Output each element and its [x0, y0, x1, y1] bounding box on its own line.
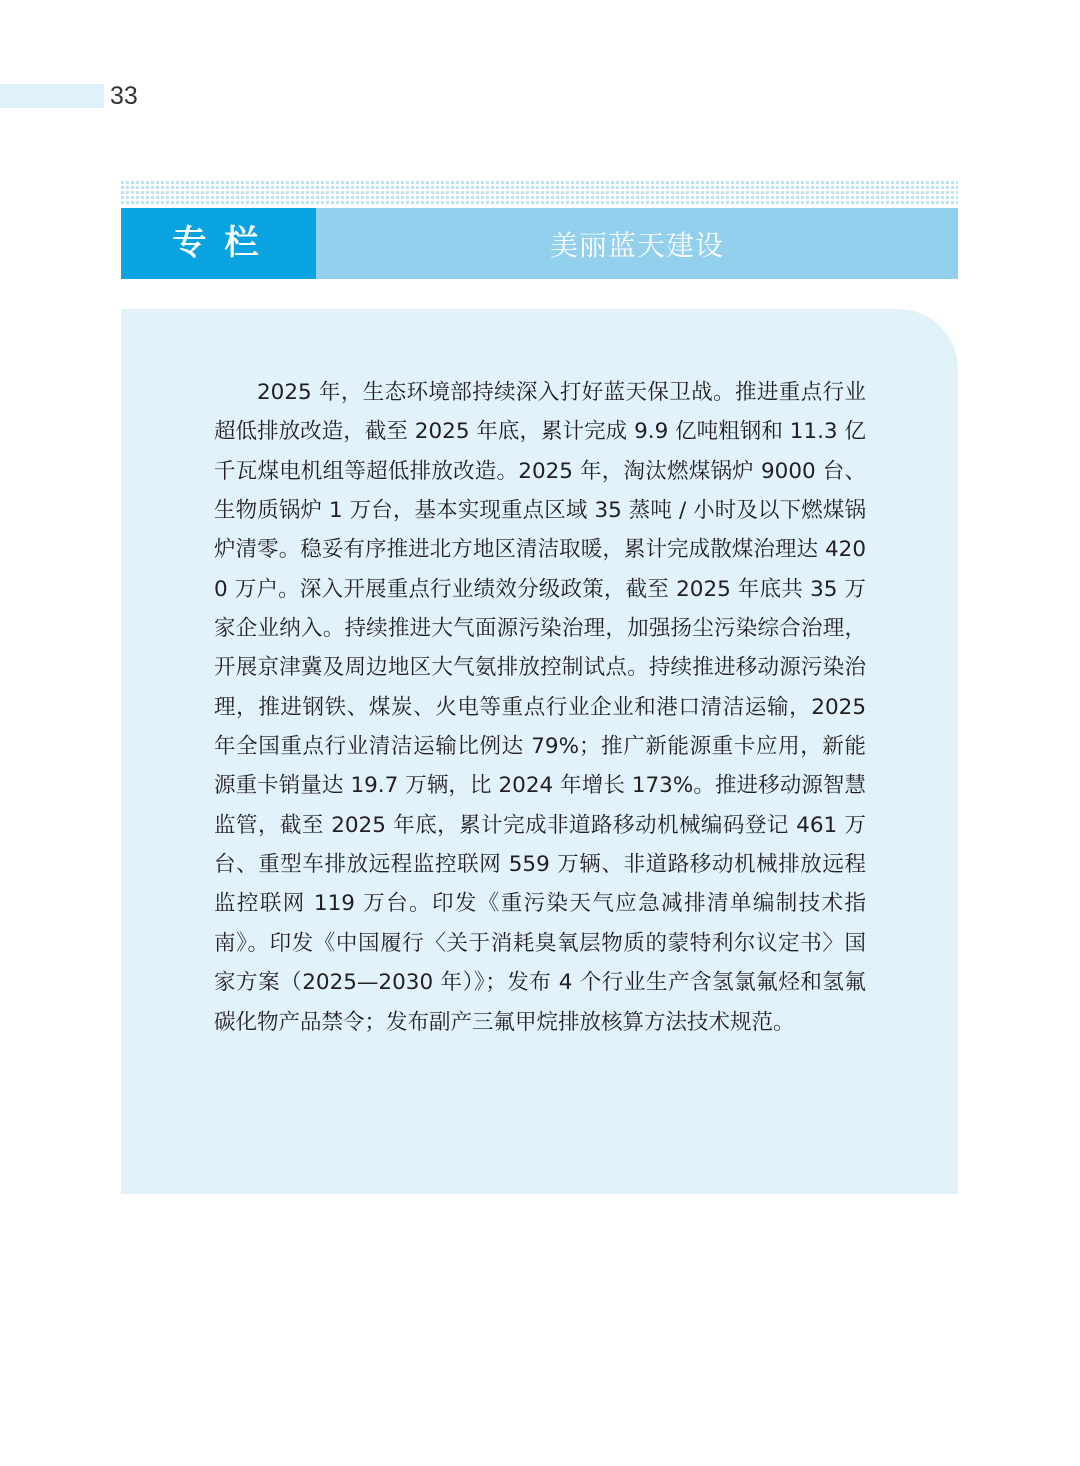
- page-number: 33: [110, 82, 138, 110]
- column-label: 专栏: [121, 208, 316, 279]
- decorative-dot-band: [121, 181, 958, 205]
- content-box: [121, 309, 958, 1194]
- column-title: 美丽蓝天建设: [549, 229, 724, 262]
- body-paragraph: 2025 年，生态环境部持续深入打好蓝天保卫战。推进重点行业超低排放改造，截至 2025 年底，累计完成 9.9 亿吨粗钢和 11.3 亿千瓦煤电机组等超低排放改造。2025 年，淘汰燃煤锅炉 9000 台、生物质锅炉 1 万台，基本实现重点区域 35 蒸吨 / 小时及以下燃煤锅炉清零。稳妥有序推进北方地区清洁取暖，累计完成散煤治理达 4200 万户。深入开展重点行业绩效分级政策，截至 2025 年底共 35 万家企业纳入。持续推进大气面源污染治理，加强扬尘污染综合治理，开展京津冀及周边地区大气氨排放控制试点。持续推进移动源污染治理，推进钢铁、煤炭、火电等重点行业企业和港口清洁运输，2025 年全国重点行业清洁运输比例达 79%；推广新能源重卡应用，新能源重卡销量达 19.7 万辆，比 2024 年增长 173%。推进移动源智慧监管，截至 2025 年底，累计完成非道路移动机械编码登记 461 万台、重型车排放远程监控联网 559 万辆、非道路移动机械排放远程监控联网 119 万台。印发《重污染天气应急减排清单编制技术指南》。印发《中国履行〈关于消耗臭氧层物质的蒙特利尔议定书〉国家方案（2025—2030 年）》；发布 4 个行业生产含氢氯氟烃和氢氟碳化物产品禁令；发布副产三氟甲烷排放核算方法技术规范。: [214, 380, 866, 1035]
- column-header: [121, 208, 958, 279]
- page-tab-marker: [0, 84, 104, 108]
